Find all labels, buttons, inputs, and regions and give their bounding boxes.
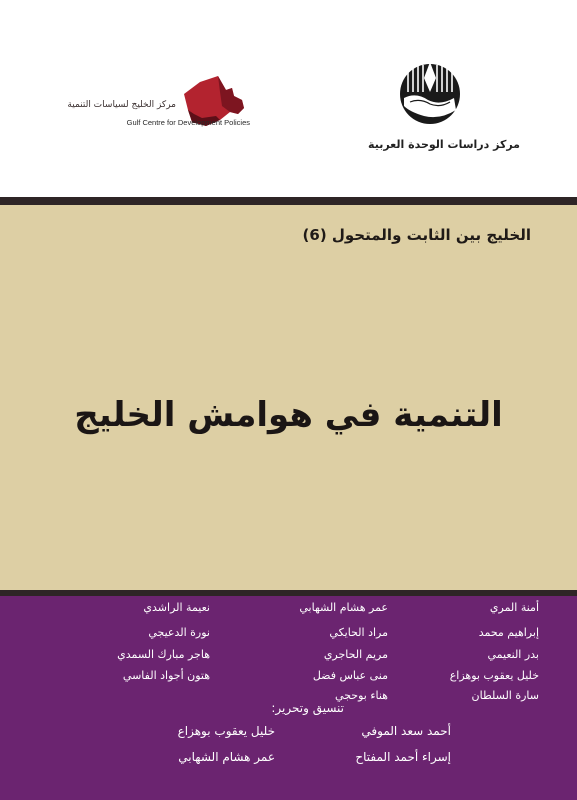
editor-name: أحمد سعد الموفي bbox=[361, 724, 451, 738]
author-name: منى عباس فضل bbox=[312, 669, 388, 682]
author-name: إبراهيم محمد bbox=[478, 626, 539, 639]
author-name: هاجر مبارك السمدي bbox=[117, 648, 210, 661]
author-name: سارة السلطان bbox=[471, 689, 539, 702]
author-name: نورة الدعيجي bbox=[148, 626, 210, 639]
book-title: التنمية في هوامش الخليج bbox=[74, 395, 503, 435]
series-title: الخليج بين الثابت والمتحول (6) bbox=[302, 226, 531, 244]
gulf-centre-name-en: Gulf Centre for Development Policies bbox=[126, 118, 250, 127]
author-name: نعيمة الراشدي bbox=[143, 601, 210, 614]
editor-name: عمر هشام الشهابي bbox=[178, 750, 275, 764]
author-name: خليل يعقوب بوهزاع bbox=[449, 669, 539, 682]
author-name: بدر النعيمي bbox=[487, 648, 539, 661]
author-name: مريم الحاجري bbox=[323, 648, 388, 661]
editors-label: تنسيق وتحرير: bbox=[271, 701, 344, 715]
author-name: هتون أجواد الفاسي bbox=[122, 669, 210, 682]
caus-emblem-icon bbox=[384, 58, 474, 128]
author-name: هناء بوحجي bbox=[335, 689, 388, 702]
gulf-centre-logo bbox=[58, 76, 258, 136]
author-name: أمنة المري bbox=[489, 601, 539, 614]
gulf-centre-name-ar: مركز الخليج لسياسات التنمية bbox=[67, 100, 176, 110]
editor-name: إسراء أحمد المفتاح bbox=[355, 750, 451, 764]
divider-band bbox=[0, 197, 577, 205]
caus-name: مركز دراسات الوحدة العربية bbox=[368, 138, 520, 151]
editor-name: خليل يعقوب بوهزاع bbox=[177, 724, 275, 738]
author-name: مراد الحايكي bbox=[329, 626, 388, 639]
author-name: عمر هشام الشهابي bbox=[299, 601, 388, 614]
